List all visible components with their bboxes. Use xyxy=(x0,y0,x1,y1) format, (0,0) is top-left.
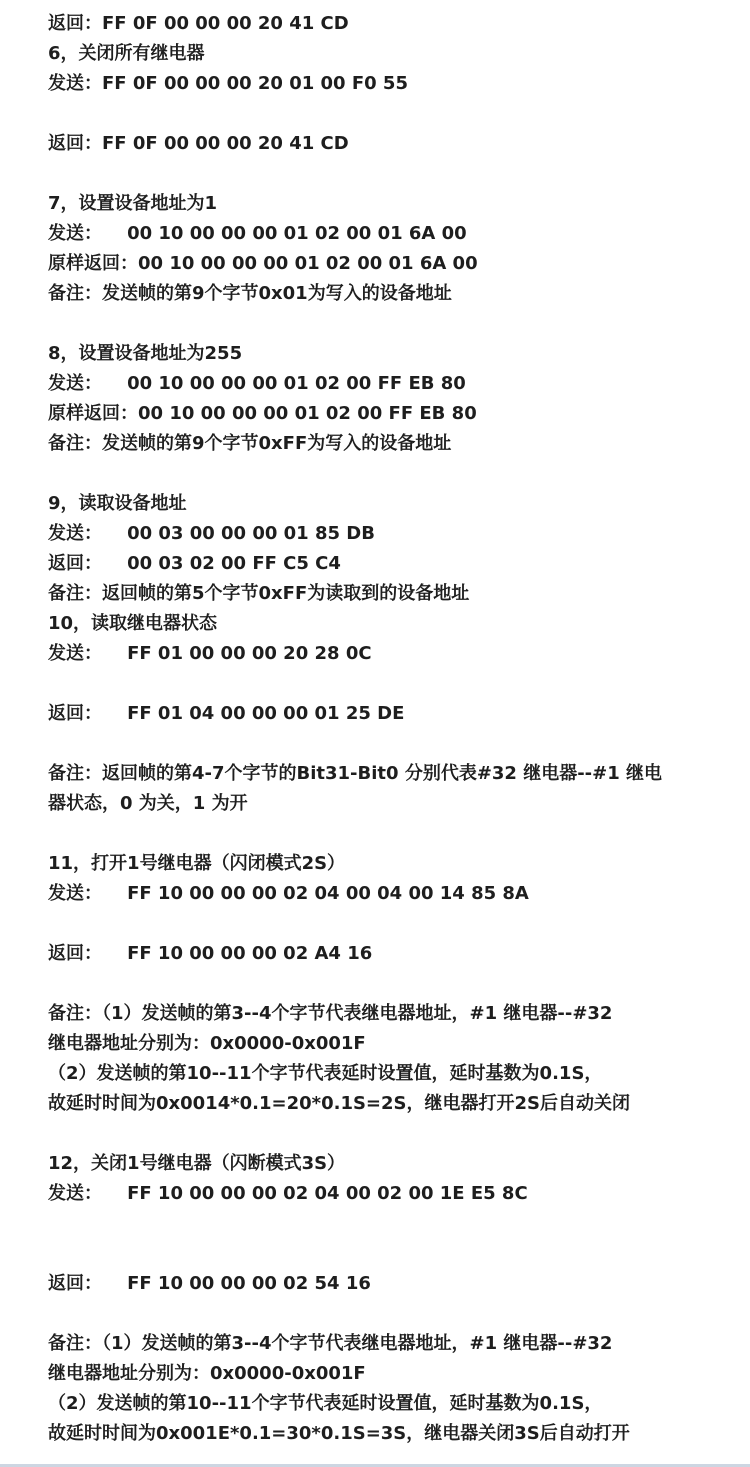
document-body xyxy=(48,9,738,1449)
text-line: 发送： FF 01 00 00 00 20 28 0C xyxy=(48,643,372,664)
text-line: 备注：返回帧的第5个字节0xFF为读取到的设备地址 xyxy=(48,583,470,604)
text-line: 继电器地址分别为：0x0000-0x001F xyxy=(48,1363,366,1384)
blank-line xyxy=(48,729,738,759)
text-line: 原样返回：00 10 00 00 00 01 02 00 01 6A 00 xyxy=(48,253,478,274)
text-line: 返回：FF 0F 00 00 00 20 41 CD xyxy=(48,133,349,154)
text-line: 发送： 00 03 00 00 00 01 85 DB xyxy=(48,523,375,544)
blank-line xyxy=(48,819,738,849)
blank-line xyxy=(48,459,738,489)
text-line: 发送： 00 10 00 00 00 01 02 00 01 6A 00 xyxy=(48,223,467,244)
text-line: 7，设置设备地址为1 xyxy=(48,193,218,214)
blank-line xyxy=(48,909,738,939)
blank-line xyxy=(48,1299,738,1329)
text-line: 12，关闭1号继电器（闪断模式3S） xyxy=(48,1153,346,1174)
text-line: 10，读取继电器状态 xyxy=(48,613,218,634)
blank-line xyxy=(48,1209,738,1239)
text-line: 9，读取设备地址 xyxy=(48,493,187,514)
text-line: （2）发送帧的第10--11个字节代表延时设置值，延时基数为0.1S， xyxy=(48,1393,603,1414)
text-line: （2）发送帧的第10--11个字节代表延时设置值，延时基数为0.1S， xyxy=(48,1063,603,1084)
text-line: 备注：（1）发送帧的第3--4个字节代表继电器地址，#1 继电器--#32 xyxy=(48,1333,613,1354)
text-line: 备注：发送帧的第9个字节0x01为写入的设备地址 xyxy=(48,283,452,304)
text-line: 8，设置设备地址为255 xyxy=(48,343,243,364)
text-line: 故延时时间为0x0014*0.1=20*0.1S=2S，继电器打开2S后自动关闭 xyxy=(48,1093,630,1114)
blank-line xyxy=(48,1239,738,1269)
text-line: 返回： FF 10 00 00 00 02 54 16 xyxy=(48,1273,371,1294)
text-line: 发送： 00 10 00 00 00 01 02 00 FF EB 80 xyxy=(48,373,466,394)
blank-line xyxy=(48,159,738,189)
text-line: 发送：FF 0F 00 00 00 20 01 00 F0 55 xyxy=(48,73,408,94)
blank-line xyxy=(48,969,738,999)
blank-line xyxy=(48,309,738,339)
text-line: 返回：FF 0F 00 00 00 20 41 CD xyxy=(48,13,349,34)
text-line: 原样返回：00 10 00 00 00 01 02 00 FF EB 80 xyxy=(48,403,477,424)
text-line: 器状态，0 为关，1 为开 xyxy=(48,793,248,814)
blank-line xyxy=(48,669,738,699)
text-line: 故延时时间为0x001E*0.1=30*0.1S=3S，继电器关闭3S后自动打开 xyxy=(48,1423,630,1444)
text-line: 发送： FF 10 00 00 00 02 04 00 04 00 14 85 8A xyxy=(48,883,529,904)
blank-line xyxy=(48,1119,738,1149)
text-line: 备注：发送帧的第9个字节0xFF为写入的设备地址 xyxy=(48,433,452,454)
text-line: 11，打开1号继电器（闪闭模式2S） xyxy=(48,853,346,874)
text-line: 继电器地址分别为：0x0000-0x001F xyxy=(48,1033,366,1054)
text-line: 6，关闭所有继电器 xyxy=(48,43,205,64)
text-line: 发送： FF 10 00 00 00 02 04 00 02 00 1E E5 8C xyxy=(48,1183,528,1204)
text-line: 备注：（1）发送帧的第3--4个字节代表继电器地址，#1 继电器--#32 xyxy=(48,1003,613,1024)
text-line: 返回： FF 10 00 00 00 02 A4 16 xyxy=(48,943,373,964)
text-line: 返回： 00 03 02 00 FF C5 C4 xyxy=(48,553,341,574)
blank-line xyxy=(48,99,738,129)
text-line: 返回： FF 01 04 00 00 00 01 25 DE xyxy=(48,703,405,724)
text-line: 备注：返回帧的第4-7个字节的Bit31-Bit0 分别代表#32 继电器--#1 继电 xyxy=(48,763,663,784)
